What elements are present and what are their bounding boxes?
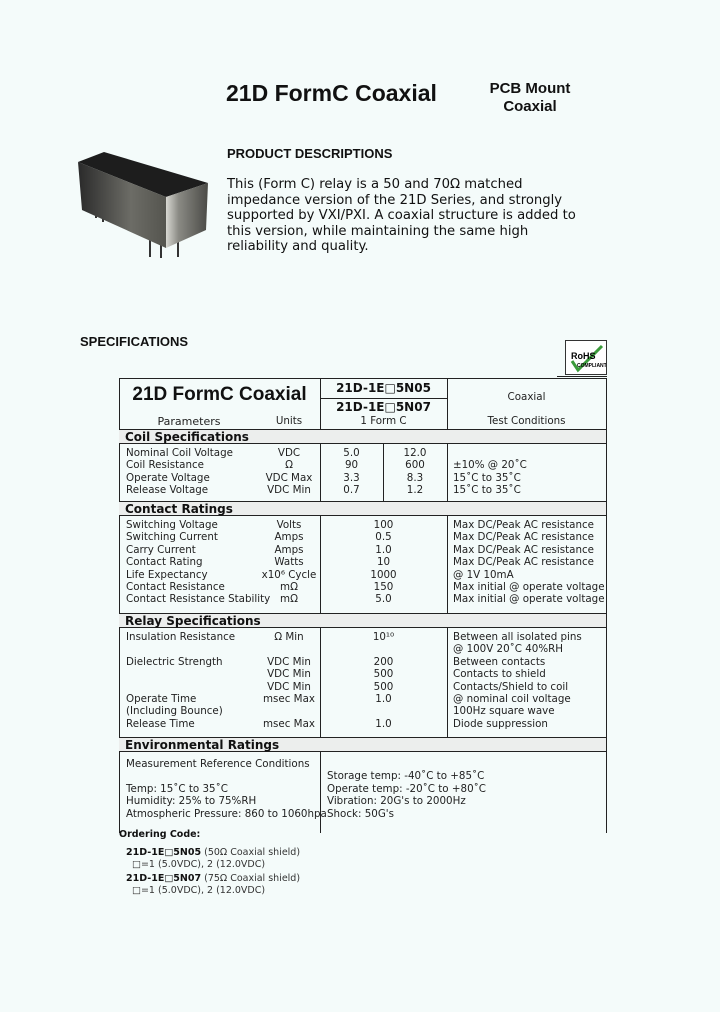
test-condition: 15˚C to 35˚C [453,484,521,497]
test-condition: Max initial @ operate voltage [453,593,605,606]
test-condition: @ nominal coil voltage [453,693,571,705]
parameter-name: Switching Current [126,531,218,544]
col-units: Units [275,415,303,427]
model-code-50ohm: 21D-1E□5N05 [336,381,431,395]
test-condition: Max DC/Peak AC resistance [453,556,594,569]
parameter-name: Contact Resistance Stability [126,593,271,606]
env-rating-line: Storage temp: -40˚C to +85˚C [327,770,485,783]
page-title: 21D FormC Coaxial [226,80,437,106]
env-reference-line: Temp: 15˚C to 35˚C [126,782,228,795]
col-parameters: Parameters [157,415,221,428]
col-form: 1 Form C [360,415,407,427]
product-description: This (Form C) relay is a 50 and 70Ω matched impedance version of the 21D Series, and strongly supported by VXI/PXI. A coaxial structure is added to this version, while maintaining the same high reliability and quality. [227,177,576,254]
section-header: Relay Specifications [119,613,606,628]
parameter-units: VDC Min [267,680,311,693]
parameter-value: 10 [376,556,391,569]
parameter-name: Nominal Coil Voltage [126,447,233,459]
parameter-units: VDC Min [267,484,311,497]
parameter-value: 5.0 [375,593,392,606]
parameter-units: VDC [277,447,301,459]
parameter-units: VDC Min [267,668,311,681]
svg-text:RoHS: RoHS [571,351,596,361]
test-condition: Between contacts [453,655,546,668]
value-12v: 1.2 [406,484,424,497]
svg-text:COMPLIANT: COMPLIANT [577,363,606,369]
env-rating-line: Vibration: 20G's to 2000Hz [327,795,466,808]
parameter-name: Insulation Resistance [126,631,236,643]
parameter-name: (Including Bounce) [126,705,223,718]
order-options: □=1 (5.0VDC), 2 (12.0VDC) [132,885,266,896]
product-descriptions-heading: PRODUCT DESCRIPTIONS [227,146,393,161]
col-test-conditions: Test Conditions [487,415,566,427]
parameter-value: 150 [373,581,394,593]
parameter-value: 200 [373,655,394,668]
parameter-value: 10¹⁰ [372,631,395,643]
parameter-units: VDC Max [265,471,313,484]
value-5v: 5.0 [343,447,360,459]
parameter-units: VDC Min [267,655,311,668]
test-condition: Max initial @ operate voltage [453,581,605,593]
value-5v: 90 [344,459,359,472]
test-condition: Contacts/Shield to coil [453,680,569,693]
parameter-name: Contact Resistance [126,581,225,593]
parameter-value: 1.0 [375,693,392,705]
test-condition: Diode suppression [453,717,548,730]
parameter-name: Carry Current [126,543,196,556]
parameter-name: Contact Rating [126,556,203,569]
parameter-value: 100 [373,519,394,531]
parameter-name: Release Time [126,717,195,730]
parameter-value: 1.0 [375,717,392,730]
section-header: Coil Specifications [119,429,606,444]
parameter-name: Operate Time [126,693,197,705]
model-code-75ohm: 21D-1E□5N07 [336,400,431,414]
relay-product-image [66,140,211,260]
parameter-units: mΩ [280,593,298,606]
parameter-units: msec Max [263,693,315,705]
test-condition: Max DC/Peak AC resistance [453,543,594,556]
env-reference-line: Measurement Reference Conditions [126,758,310,770]
parameter-units: Ω [285,459,293,472]
parameter-value: 1.0 [375,543,392,556]
section-header: Environmental Ratings [119,737,606,752]
parameter-name: Switching Voltage [126,519,218,531]
parameter-units: Ω Min [274,631,304,643]
coaxial-label: Coaxial [507,391,546,403]
order-desc: (75Ω Coaxial shield) [204,873,301,884]
subtitle-line: PCB Mount [489,80,571,97]
test-condition: 15˚C to 35˚C [453,471,521,484]
env-reference-line: Atmospheric Pressure: 860 to 1060hpa [126,807,327,820]
value-12v: 8.3 [406,471,424,484]
rohs-compliant-logo [565,340,607,375]
section-header: Contact Ratings [119,501,606,516]
value-5v: 0.7 [343,484,360,497]
parameter-units: Amps [274,543,304,556]
parameter-value: 1000 [370,568,397,581]
parameter-units: Watts [274,556,304,569]
subtitle-line: Coaxial [503,98,557,115]
test-condition: ±10% @ 20˚C [453,459,527,472]
test-condition: Max DC/Peak AC resistance [453,519,594,531]
column-divider [320,752,321,833]
specifications-heading: SPECIFICATIONS [80,334,189,349]
column-divider [447,444,448,504]
test-condition: Contacts to shield [453,668,546,681]
order-code: 21D-1E□5N07 [126,873,202,884]
parameter-units: msec Max [263,717,315,730]
value-12v: 600 [405,459,425,472]
env-rating-line: Shock: 50G's [327,807,395,820]
parameter-name: Coil Resistance [126,459,204,472]
test-condition: @ 1V 10mA [453,568,514,581]
order-options: □=1 (5.0VDC), 2 (12.0VDC) [132,859,266,870]
parameter-units: Amps [274,531,304,544]
parameter-units: mΩ [280,581,298,593]
mount-type [480,80,580,116]
order-code: 21D-1E□5N05 [126,847,202,858]
test-condition: 100Hz square wave [453,705,555,718]
parameter-value: 500 [373,680,394,693]
env-rating-line: Operate temp: -20˚C to +80˚C [327,782,486,795]
test-condition: Max DC/Peak AC resistance [453,531,594,544]
column-divider [447,516,448,613]
ordering-heading: Ordering Code: [119,829,201,840]
test-condition: Between all isolated pins [453,631,582,643]
parameter-name: Release Voltage [126,484,209,497]
order-desc: (50Ω Coaxial shield) [204,847,301,858]
value-12v: 12.0 [403,447,427,459]
parameter-units: x10⁶ Cycle [261,568,317,581]
column-divider [447,628,448,737]
value-5v: 3.3 [343,471,360,484]
parameter-value: 500 [373,668,394,681]
env-reference-line: Humidity: 25% to 75%RH [126,795,257,808]
test-condition: @ 100V 20˚C 40%RH [453,643,564,656]
parameter-name: Dielectric Strength [126,655,223,668]
parameter-units: Volts [276,519,302,531]
parameter-name: Life Expectancy [126,568,208,581]
table-title: 21D FormC Coaxial [132,384,307,405]
parameter-value: 0.5 [375,531,392,544]
parameter-name: Operate Voltage [126,471,210,484]
